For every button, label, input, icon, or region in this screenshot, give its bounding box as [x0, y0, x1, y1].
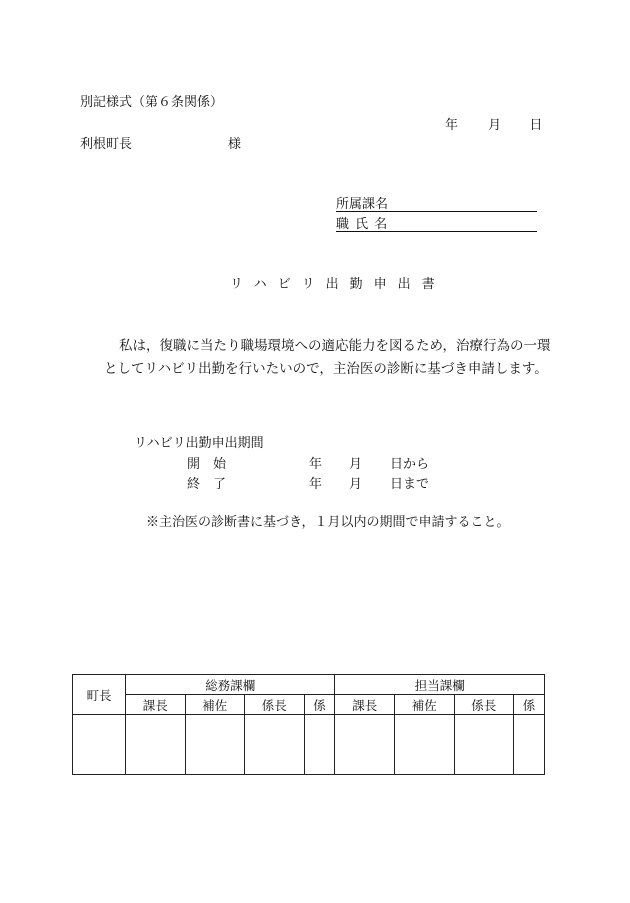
stamp-cell	[394, 715, 454, 775]
start-label: 開 始	[187, 457, 227, 472]
stamp-cell	[454, 715, 514, 775]
addressee: 利根町長	[80, 137, 133, 152]
honorific: 様	[228, 137, 242, 152]
ic-role-staff: 係	[514, 695, 545, 715]
stamp-cell	[304, 715, 335, 775]
start-year: 年	[309, 457, 323, 472]
form-label: 別記様式（第６条関係）	[80, 95, 224, 110]
stamp-cell	[185, 715, 245, 775]
period-heading: リハビリ出勤申出期間	[134, 436, 264, 451]
in-charge-header: 担当課欄	[335, 675, 545, 695]
ic-role-section-head: 係長	[454, 695, 514, 715]
body-text	[104, 335, 564, 381]
dept-underline	[336, 211, 537, 212]
stamp-cell	[514, 715, 545, 775]
ga-role-section-head: 係長	[245, 695, 305, 715]
dept-label: 所属課名	[336, 197, 389, 212]
date-day: 日	[529, 118, 543, 133]
ga-role-staff: 係	[304, 695, 335, 715]
ic-role-chief: 課長	[335, 695, 395, 715]
stamp-cell-mayor	[73, 715, 126, 775]
ic-role-assistant: 補佐	[394, 695, 454, 715]
end-label: 終 了	[187, 477, 227, 492]
body-line-1: 私は，復職に当たり職場環境への適応能力を図るため，治療行為の一環	[119, 338, 551, 354]
period-note: ※主治医の診断書に基づき，１月以内の期間で申請すること。	[146, 515, 510, 530]
general-affairs-header: 総務課欄	[126, 675, 335, 695]
name-label: 職 氏 名	[336, 217, 389, 232]
stamp-cell	[335, 715, 395, 775]
date-month: 月	[488, 118, 502, 133]
ga-role-assistant: 補佐	[185, 695, 245, 715]
end-year: 年	[309, 477, 323, 492]
approval-table	[72, 674, 545, 775]
start-month: 月	[349, 457, 363, 472]
date-year: 年	[445, 118, 459, 133]
name-underline	[336, 231, 537, 232]
mayor-header: 町長	[73, 675, 126, 715]
end-month: 月	[349, 477, 363, 492]
end-suffix: 日まで	[390, 477, 430, 492]
document-title: リハビリ出勤申出書	[230, 277, 446, 292]
start-suffix: 日から	[390, 457, 430, 472]
stamp-cell	[245, 715, 305, 775]
date-line	[445, 119, 542, 132]
ga-role-chief: 課長	[126, 695, 186, 715]
stamp-cell	[126, 715, 186, 775]
body-line-2: としてリハビリ出勤を行いたいので，主治医の診断に基づき申請します。	[104, 361, 548, 377]
